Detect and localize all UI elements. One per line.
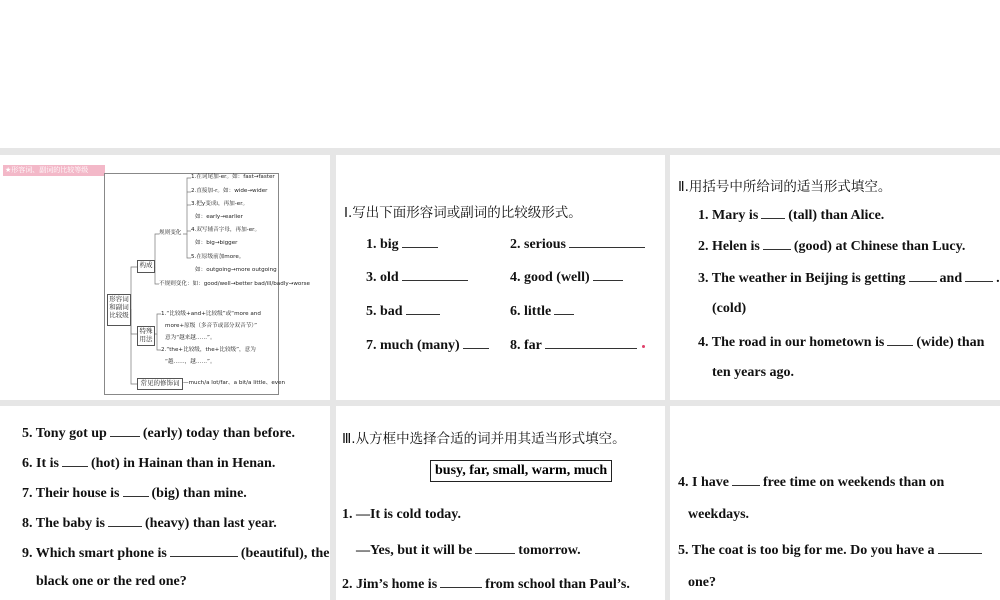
question-5: 5. The coat is too big for me. Do you have a bbox=[678, 541, 985, 559]
exercise-item: 2. serious bbox=[510, 235, 648, 253]
question-3: 3. The weather in Beijing is getting and . bbox=[698, 271, 1000, 286]
section2-heading: Ⅱ.用括号中所给词的适当形式填空。 bbox=[678, 179, 892, 195]
question-4: 4. The road in our hometown is (wide) than bbox=[698, 335, 985, 350]
question-1: 1. Mary is (tall) than Alice. bbox=[698, 208, 885, 223]
question-9-cont: black one or the red one? bbox=[36, 574, 187, 589]
question-1-reply: —Yes, but it will be tomorrow. bbox=[356, 543, 581, 558]
answer-blank[interactable] bbox=[440, 575, 482, 588]
answer-blank[interactable] bbox=[62, 454, 88, 467]
answer-blank[interactable] bbox=[123, 484, 149, 497]
exercise-item: 4. good (well) bbox=[510, 268, 626, 286]
exercise-item: 3. old bbox=[366, 268, 471, 286]
section3-heading: Ⅲ.从方框中选择合适的词并用其适当形式填空。 bbox=[342, 431, 626, 447]
question-3-hint: (cold) bbox=[712, 301, 747, 316]
mindmap-special-node: 特殊用法 bbox=[137, 326, 155, 346]
mindmap-rule: 5.在原级前加more。 bbox=[191, 254, 245, 260]
section3-continued-panel bbox=[670, 406, 1000, 600]
question-7: 7. Their house is (big) than mine. bbox=[22, 486, 247, 501]
answer-blank[interactable] bbox=[909, 269, 937, 282]
question-6: 6. It is (hot) in Hainan than in Henan. bbox=[22, 456, 276, 471]
mindmap-modifier-node: 常见的修饰词 bbox=[137, 378, 183, 390]
section3-panel bbox=[336, 406, 665, 600]
question-5: 5. Tony got up (early) today than before. bbox=[22, 426, 295, 441]
question-4: 4. I have free time on weekends than on bbox=[678, 475, 945, 490]
question-2: 2. Jim’s home is from school than Paul’s. bbox=[342, 577, 630, 592]
section1-heading: Ⅰ.写出下面形容词或副词的比较级形式。 bbox=[344, 205, 582, 221]
question-2: 2. Helen is (good) at Chinese than Lucy. bbox=[698, 239, 966, 254]
mindmap-special-item: “越……，越……”。 bbox=[165, 359, 216, 365]
answer-blank[interactable] bbox=[402, 235, 438, 248]
answer-blank[interactable] bbox=[545, 336, 637, 349]
mindmap-special-item: 意为“越来越……”。 bbox=[165, 335, 216, 341]
question-5-cont: one? bbox=[688, 575, 716, 590]
mindmap-special-item: 2.“the+比较级，the+比较级”，意为 bbox=[161, 347, 256, 353]
mindmap-special-item: more+原级（多音节或部分双音节）” bbox=[165, 323, 257, 329]
answer-blank[interactable] bbox=[554, 302, 574, 315]
mindmap-special-item: 1.“比较级+and+比较级”或“more and bbox=[161, 311, 261, 317]
question-4-cont: weekdays. bbox=[688, 507, 750, 522]
mindmap-rule: 4.双写辅音字母，再加-er。 bbox=[191, 227, 261, 233]
mindmap-rule: 如：early→earlier bbox=[195, 214, 243, 220]
mindmap-panel bbox=[0, 155, 330, 400]
section2-continued-panel bbox=[0, 406, 330, 600]
answer-blank[interactable] bbox=[406, 302, 440, 315]
mindmap-rule: 3.把y变成i，再加-er。 bbox=[191, 201, 249, 207]
answer-blank[interactable] bbox=[887, 333, 913, 346]
answer-blank[interactable] bbox=[402, 268, 468, 281]
answer-blank[interactable] bbox=[569, 235, 645, 248]
answer-blank[interactable] bbox=[732, 473, 760, 486]
mindmap-rule: 如：outgoing→more outgoing bbox=[195, 267, 277, 273]
mindmap-form-node: 构成 bbox=[137, 260, 155, 273]
answer-blank[interactable] bbox=[965, 269, 993, 282]
question-9: 9. Which smart phone is (beautiful), the bbox=[22, 546, 330, 561]
stray-mark bbox=[642, 345, 645, 348]
exercise-item: 5. bad bbox=[366, 302, 443, 320]
answer-blank[interactable] bbox=[110, 424, 140, 437]
mindmap bbox=[104, 173, 310, 395]
answer-blank[interactable] bbox=[463, 336, 489, 349]
answer-blank[interactable] bbox=[108, 514, 142, 527]
answer-blank[interactable] bbox=[761, 206, 785, 219]
exercise-item: 7. much (many) bbox=[366, 336, 492, 354]
mindmap-irregular-node: 不规则变化：如：good/well→better bad/ill/badly→worse bbox=[159, 281, 310, 287]
section2-panel bbox=[670, 155, 1000, 400]
exercise-item: 6. little bbox=[510, 302, 577, 320]
answer-blank[interactable] bbox=[593, 268, 623, 281]
answer-blank[interactable] bbox=[475, 541, 515, 554]
section1-panel bbox=[336, 155, 665, 400]
mindmap-rule: 2.直接加-r。如：wide→wider bbox=[191, 188, 268, 194]
mindmap-regular-node: 规则变化 bbox=[159, 230, 182, 236]
mindmap-root: 形容词和副词比较级 bbox=[107, 294, 131, 326]
word-box: busy, far, small, warm, much bbox=[430, 460, 612, 482]
mindmap-rule: 1.在词尾加-er。如：fast→faster bbox=[191, 174, 275, 180]
answer-blank[interactable] bbox=[763, 237, 791, 250]
exercise-item: 8. far bbox=[510, 336, 640, 354]
answer-blank[interactable] bbox=[170, 544, 238, 557]
exercise-item: 1. big bbox=[366, 235, 441, 253]
mindmap-modifier-text: —much/a lot/far、a bit/a little、even bbox=[183, 380, 286, 386]
mindmap-rule: 如：big→bigger bbox=[195, 240, 238, 246]
section-tag: ★形容词、副词的比较等级 bbox=[3, 165, 105, 176]
question-8: 8. The baby is (heavy) than last year. bbox=[22, 516, 277, 531]
answer-blank[interactable] bbox=[938, 541, 982, 554]
question-1: 1. —It is cold today. bbox=[342, 507, 462, 522]
question-4-cont: ten years ago. bbox=[712, 365, 795, 380]
